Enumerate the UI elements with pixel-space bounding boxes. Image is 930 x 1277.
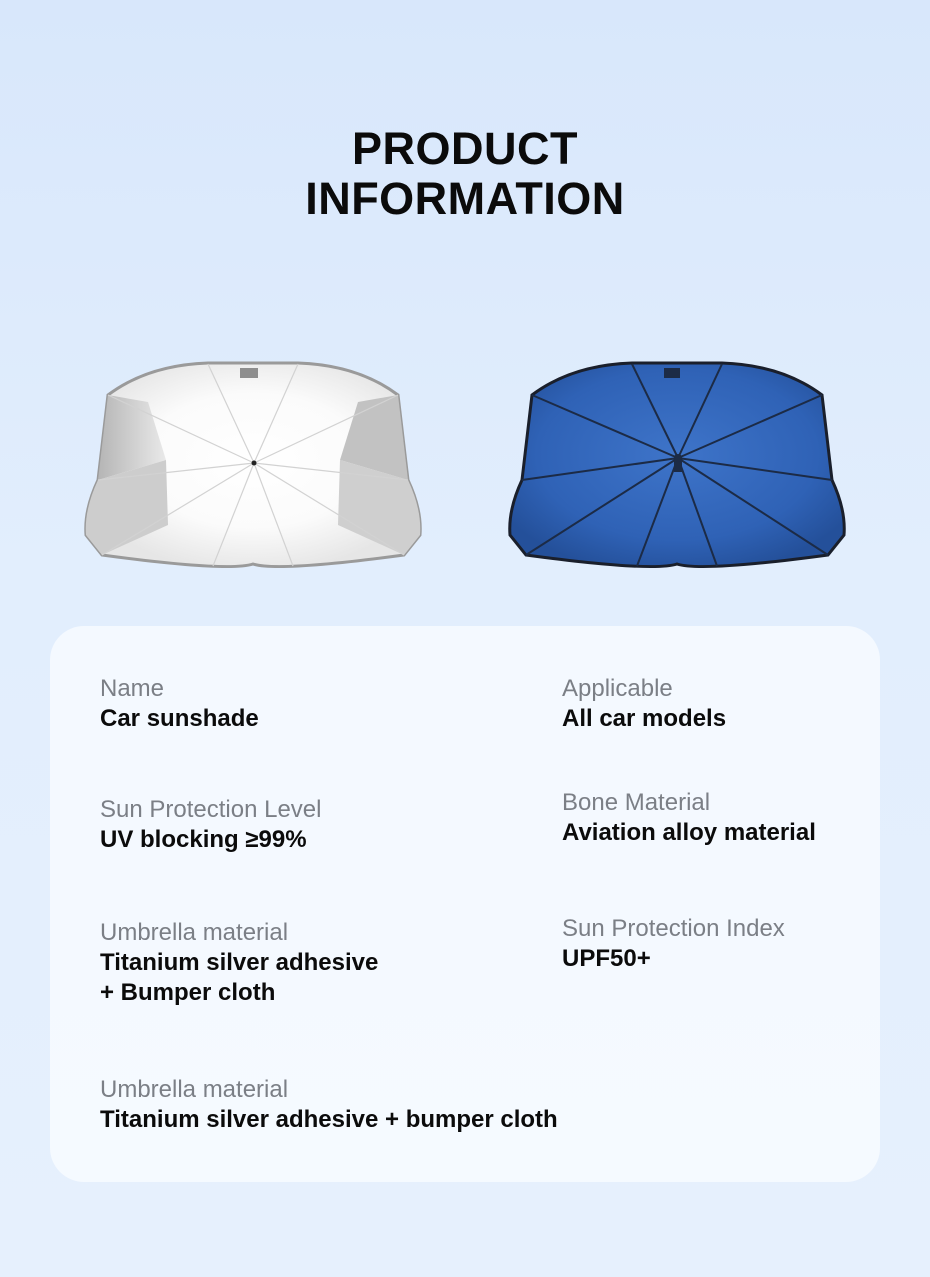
title-line-2: INFORMATION [305,173,625,224]
spec-bone-material [562,788,816,848]
spec-applicable-label: Applicable [562,675,673,702]
spec-umbrella-material-value-line-2: + Bumper cloth [100,979,276,1006]
spec-umbrella-material-full-label: Umbrella material [100,1076,289,1103]
spec-umbrella-material [100,918,378,1008]
spec-umbrella-material-full-value: Titanium silver adhesive + bumper cloth [100,1106,558,1133]
spec-sun-protection-index [562,914,785,974]
spec-applicable-value: All car models [562,705,727,732]
spec-umbrella-material-label: Umbrella material [100,919,289,946]
spec-sun-protection-index-label: Sun Protection Index [562,915,785,942]
spec-sun-protection-level-value: UV blocking ≥99% [100,826,307,853]
spec-umbrella-material-full [100,1075,558,1135]
spec-name [100,674,259,734]
title-line-1: PRODUCT [352,123,578,174]
spec-name-label: Name [100,675,165,702]
spec-name-value: Car sunshade [100,705,259,732]
spec-bone-material-label: Bone Material [562,789,711,816]
spec-sun-protection-index-value: UPF50+ [562,945,651,972]
spec-umbrella-material-value-line-1: Titanium silver adhesive [100,949,379,976]
silver-sunshade-image [78,350,428,580]
spec-sun-protection-level [100,795,321,855]
spec-sun-protection-level-label: Sun Protection Level [100,796,322,823]
spec-applicable [562,674,726,734]
spec-bone-material-value: Aviation alloy material [562,819,816,846]
page-title [0,124,930,224]
blue-sunshade-image [502,350,852,580]
spec-card [50,626,880,1182]
